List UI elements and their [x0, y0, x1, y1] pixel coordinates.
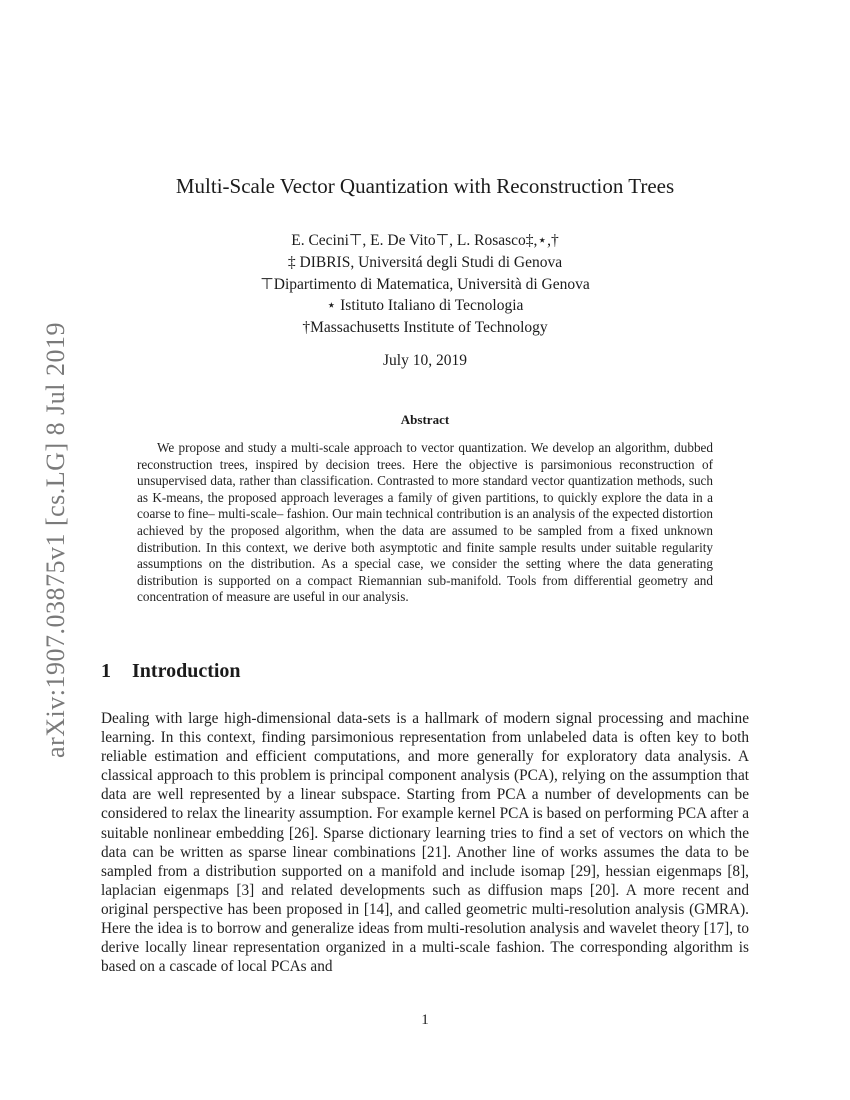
- abstract-heading: Abstract: [400, 412, 450, 427]
- paper-date: July 10, 2019: [383, 352, 467, 369]
- section-title: Introduction: [132, 660, 241, 682]
- section-heading-introduction: [101, 660, 241, 683]
- author-block: [0, 230, 850, 339]
- affiliation-iit: ⋆ Istituto Italiano di Tecnologia: [326, 297, 524, 315]
- abstract-text: We propose and study a multi-scale approach to vector quantization. We develop an algorithm, dubbed reconstruction trees, inspired by decision trees. Here the objective is parsimonious reconstruction of unsupervised data, rather than classification. Contrasted to more standard vector quantization methods, such as K-means, the proposed approach leverages a family of given partitions, to quickly explore the data in a coarse to fine– multi-scale– fashion. Our main technical contribution is an analysis of the expected distortion achieved by the proposed algorithm, when the data are assumed to be sampled from a fixed unknown distribution. In this context, we derive both asymptotic and finite sample results under suitable regularity assumptions on the distribution. As a special case, we consider the setting where the data generating distribution is supported on a compact Riemannian sub-manifold. Tools from differential geometry and concentration of measure are useful in our analysis.: [137, 440, 713, 605]
- affiliation-mit: †Massachusetts Institute of Technology: [302, 319, 548, 337]
- page-number: 1: [421, 1012, 429, 1028]
- author-names: E. Cecini⊤, E. De Vito⊤, L. Rosasco‡,⋆,†: [291, 232, 559, 249]
- arxiv-identifier: arXiv:1907.03875v1 [cs.LG] 8 Jul 2019: [41, 322, 70, 758]
- affiliation-matematica: ⊤Dipartimento di Matematica, Università di Genova: [260, 275, 590, 293]
- paper-title: Multi-Scale Vector Quantization with Reconstruction Trees: [175, 174, 675, 198]
- affiliation-dibris: ‡ DIBRIS, Universitá degli Studi di Genova: [287, 253, 563, 271]
- introduction-paragraph: Dealing with large high-dimensional data-sets is a hallmark of modern signal processing and machine learning. In this context, finding parsimonious representation from unlabeled data is often key to both reliable estimation and efficient computations, and more generally for exploratory data analysis. A classical approach to this problem is principal component analysis (PCA), relying on the assumption that data are well represented by a linear subspace. Starting from PCA a number of developments can be considered to relax the linearity assumption. For example kernel PCA is based on performing PCA after a suitable nonlinear embedding [26]. Sparse dictionary learning tries to find a set of vectors on which the data can be written as sparse linear combinations [21]. Another line of works assumes the data to be sampled from a distribution supported on a manifold and include isomap [29], hessian eigenmaps [8], laplacian eigenmaps [3] and related developments such as diffusion maps [20]. A more recent and original perspective has been proposed in [14], and called geometric multi-resolution analysis (GMRA). Here the idea is to borrow and generalize ideas from multi-resolution analysis and wavelet theory [17], to derive locally linear representation organized in a multi-scale fashion. The corresponding algorithm is based on a cascade of local PCAs and: [101, 710, 749, 976]
- section-number: 1: [101, 660, 111, 682]
